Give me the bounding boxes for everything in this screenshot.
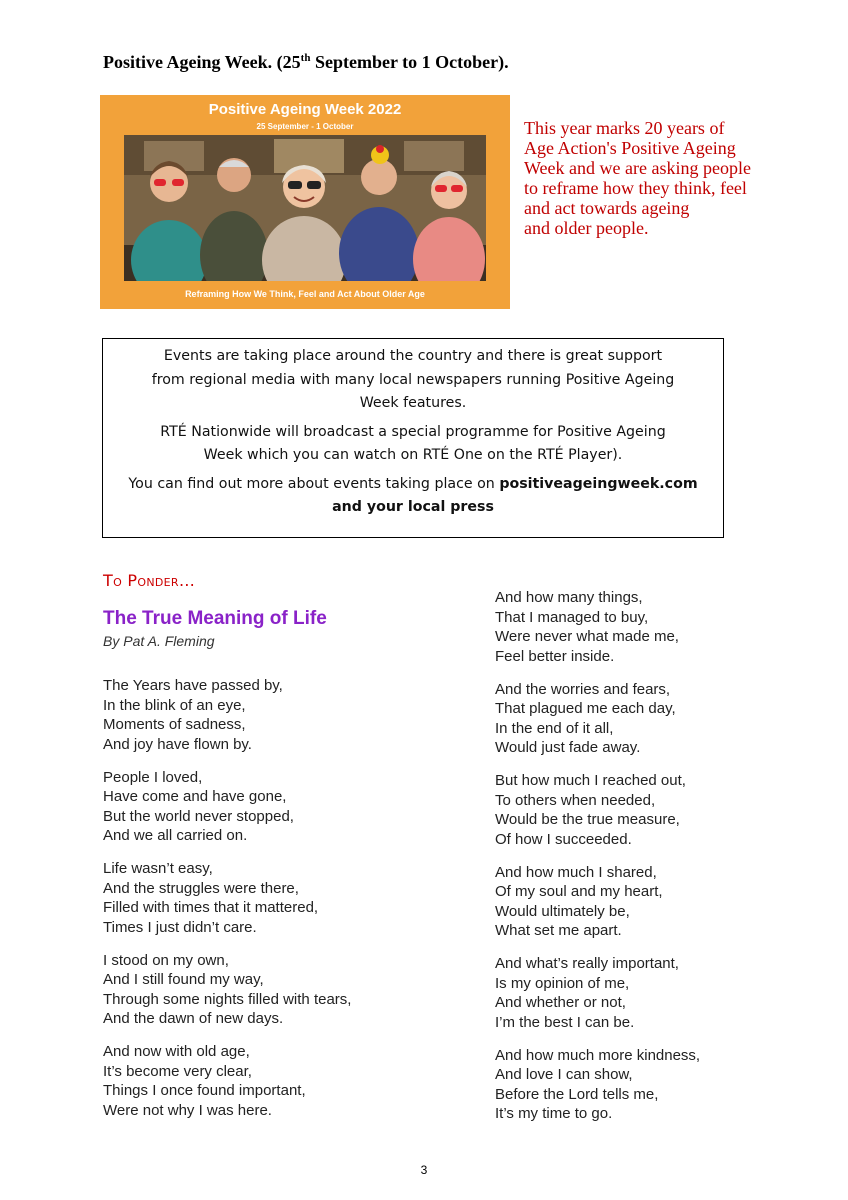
poem-line: In the blink of an eye, (103, 696, 246, 714)
poem-line: Would ultimately be, (495, 902, 630, 920)
poem-line: That I managed to buy, (495, 608, 649, 626)
poem-line: People I loved, (103, 768, 203, 786)
banner-tagline: Reframing How We Think, Feel and Act About Older Age (185, 289, 425, 299)
poem-stanza (103, 951, 433, 1029)
intro-line: Age Action's Positive Ageing (524, 138, 736, 158)
poem-line: Things I once found important, (103, 1082, 306, 1099)
poem-line: I’m the best I can be. (495, 1013, 635, 1031)
page-number: 3 (420, 1163, 428, 1177)
poem-line: To others when needed, (495, 791, 656, 809)
poem-line: And joy have flown by. (103, 735, 252, 753)
heading-rest: September to 1 October). (310, 52, 509, 72)
events-line: Week features. (359, 395, 467, 411)
poem-line: Times I just didn’t care. (103, 918, 257, 936)
intro-line: This year marks 20 years of (524, 118, 725, 138)
poem-line: Filled with times that it mattered, (103, 899, 319, 916)
poem-line: Were never what made me, (495, 628, 679, 645)
ponder-heading: To Ponder… (103, 571, 196, 590)
poem-title: The True Meaning of Life (103, 608, 327, 629)
events-info-box (102, 338, 724, 538)
poem-stanza (103, 859, 433, 937)
poem-line: And how many things, (495, 589, 643, 606)
poem-line: Of how I succeeded. (495, 830, 632, 848)
events-line: from regional media with many local newspapers running Positive Ageing (151, 371, 675, 388)
intro-line: to reframe how they think, feel (524, 178, 747, 198)
poem-line: Would be the true measure, (495, 811, 680, 828)
banner-dates: 25 September - 1 October (256, 122, 354, 131)
poem-line: Is my opinion of me, (495, 974, 630, 992)
events-paragraph-3 (117, 473, 709, 520)
poem-line: Through some nights filled with tears, (103, 990, 352, 1008)
poem-stanza (495, 771, 825, 849)
poem-line: Moments of sadness, (103, 716, 246, 733)
poem-line: And how much I shared, (495, 863, 657, 881)
poem-line: But the world never stopped, (103, 807, 294, 825)
poem-line: It’s my time to go. (495, 1105, 613, 1122)
poem-line: What set me apart. (495, 922, 622, 939)
events-line (117, 496, 709, 520)
poem-line: In the end of it all, (495, 719, 614, 737)
banner-title: Positive Ageing Week 2022 (208, 101, 402, 118)
poem-line: And we all carried on. (103, 827, 248, 844)
poem-line: Of my soul and my heart, (495, 883, 663, 900)
events-line: Week which you can watch on RTÉ One on the RTÉ Player). (203, 447, 623, 463)
events-paragraph-1 (117, 345, 709, 416)
poem-line: Were not why I was here. (103, 1101, 272, 1119)
events-line: RTÉ Nationwide will broadcast a special programme for Positive Ageing (160, 423, 666, 440)
poem-line: And now with old age, (103, 1043, 250, 1060)
intro-text (524, 118, 784, 238)
poem-line: That plagued me each day, (495, 700, 676, 717)
poem-line: It’s become very clear, (103, 1062, 252, 1080)
poem-line: And the struggles were there, (103, 879, 299, 897)
poem-line: Life wasn’t easy, (103, 860, 213, 877)
intro-line: and act towards ageing (524, 198, 690, 218)
poem-line: I stood on my own, (103, 951, 229, 969)
poem-stanza (495, 680, 825, 758)
poem-stanza (103, 768, 433, 846)
heading-main: Positive Ageing Week. (25 (103, 52, 301, 72)
local-press-text: and your local press (332, 499, 494, 515)
events-text: You can find out more about events taking place on (128, 475, 500, 492)
heading-superscript: th (300, 52, 311, 64)
poem-line: The Years have passed by, (103, 677, 283, 694)
poem-stanza (103, 676, 433, 754)
poem-line: And how much more kindness, (495, 1046, 701, 1064)
website-link[interactable]: positiveageingweek.com (499, 475, 698, 492)
poem-stanza (495, 863, 825, 941)
events-line (117, 473, 709, 497)
poem-stanza (495, 1046, 825, 1124)
poem-stanza (495, 954, 825, 1032)
poem-line: Would just fade away. (495, 739, 641, 756)
poem-right-column (495, 588, 825, 1137)
banner-photo (124, 135, 486, 281)
page-heading (103, 52, 509, 73)
poem-author: By Pat A. Fleming (103, 633, 215, 649)
poem-line: And I still found my way, (103, 971, 264, 988)
intro-line: and older people. (524, 218, 649, 238)
poem-line: Before the Lord tells me, (495, 1085, 659, 1103)
poem-line: And whether or not, (495, 994, 626, 1011)
group-photo-illustration (124, 135, 486, 281)
poem-stanza (495, 588, 825, 666)
events-line: Events are taking place around the country and there is great support (163, 348, 663, 364)
poem-line: And love I can show, (495, 1066, 633, 1083)
poem-line: But how much I reached out, (495, 772, 686, 789)
poem-line: Feel better inside. (495, 647, 615, 665)
poem-stanza (103, 1042, 433, 1120)
poem-line: And the dawn of new days. (103, 1010, 284, 1027)
poem-left-column (103, 676, 433, 1134)
intro-line: Week and we are asking people (524, 158, 751, 178)
poem-line: And what’s really important, (495, 955, 679, 972)
poem-line: And the worries and fears, (495, 680, 671, 698)
poem-line: Have come and have gone, (103, 788, 287, 805)
events-paragraph-2 (117, 421, 709, 468)
positive-ageing-banner (100, 95, 510, 309)
